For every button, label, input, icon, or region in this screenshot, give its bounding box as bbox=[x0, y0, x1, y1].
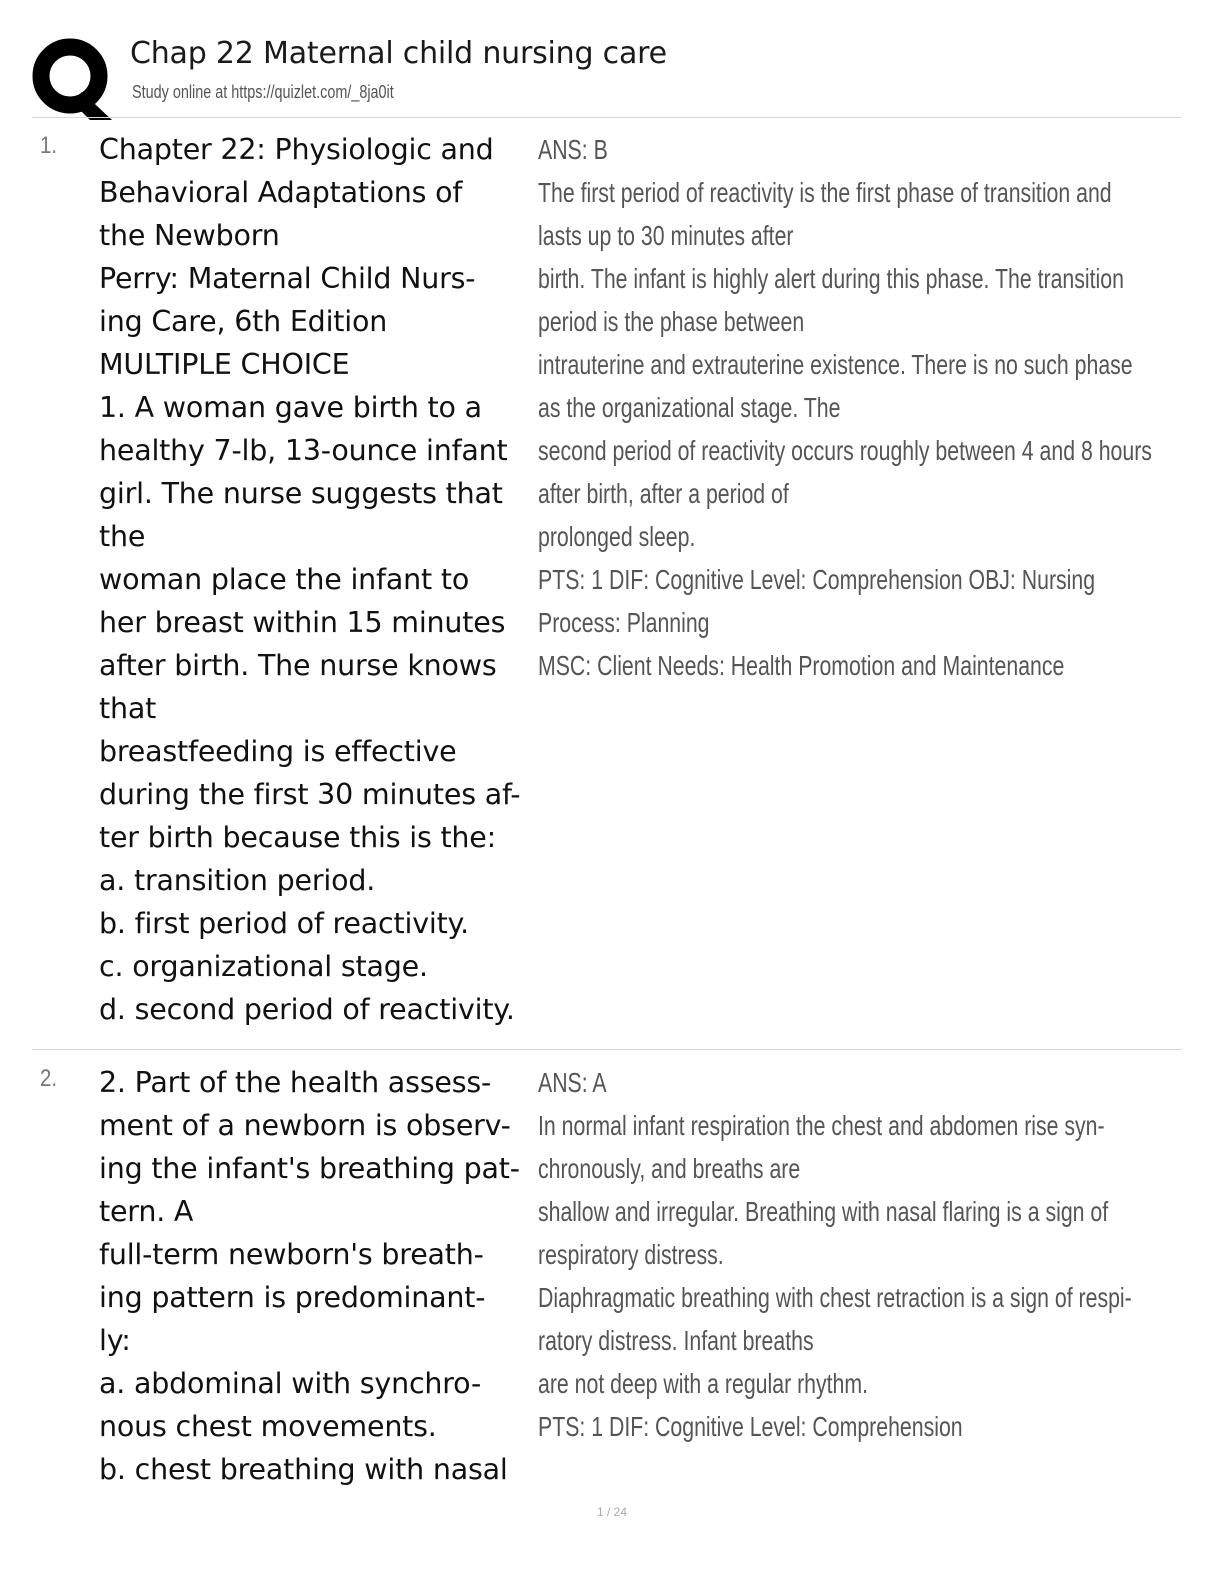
definition-line: lasts up to 30 minutes after bbox=[538, 220, 794, 251]
term-line: nous chest movements. bbox=[99, 1410, 437, 1443]
definition-line: second period of reactivity occurs roughly between 4 and 8 hours bbox=[538, 435, 1152, 466]
term-line: Perry: Maternal Child Nurs- bbox=[99, 262, 476, 295]
definition-line: ANS: A bbox=[538, 1067, 607, 1098]
page-header bbox=[32, 30, 1182, 118]
definition-line: after birth, after a period of bbox=[538, 478, 789, 509]
term-line: the bbox=[99, 520, 146, 553]
definition-line: prolonged sleep. bbox=[538, 521, 696, 552]
card-divider bbox=[32, 1049, 1182, 1050]
term-line: tern. A bbox=[99, 1195, 194, 1228]
definition-line: Process: Planning bbox=[538, 607, 710, 638]
definition-line: MSC: Client Needs: Health Promotion and Maintenance bbox=[538, 650, 1065, 681]
card-number: 1. bbox=[40, 132, 58, 159]
term-line: Chapter 22: Physiologic and bbox=[99, 133, 494, 166]
definition-line: period is the phase between bbox=[538, 306, 805, 337]
study-online-link[interactable]: Study online at https://quizlet.com/_8ja0it bbox=[132, 82, 394, 102]
term-line: ter birth because this is the: bbox=[99, 821, 497, 854]
term-line: the Newborn bbox=[99, 219, 280, 252]
term-line: ment of a newborn is observ- bbox=[99, 1109, 511, 1142]
term-line: a. transition period. bbox=[99, 864, 376, 897]
term-line: her breast within 15 minutes bbox=[99, 606, 506, 639]
definition-line: ratory distress. Infant breaths bbox=[538, 1325, 814, 1356]
definition-line: shallow and irregular. Breathing with nasal flaring is a sign of bbox=[538, 1196, 1109, 1227]
term-line: during the first 30 minutes af- bbox=[99, 778, 521, 811]
page-indicator: 1 / 24 bbox=[596, 1505, 628, 1519]
definition-line: as the organizational stage. The bbox=[538, 392, 841, 423]
definition-line: PTS: 1 DIF: Cognitive Level: Comprehension bbox=[538, 1411, 963, 1442]
card-definition bbox=[538, 128, 1188, 687]
definition-line: are not deep with a regular rhythm. bbox=[538, 1368, 869, 1399]
term-line: that bbox=[99, 692, 157, 725]
quizlet-logo-icon bbox=[32, 38, 114, 120]
term-line: ing Care, 6th Edition bbox=[99, 305, 388, 338]
term-line: a. abdominal with synchro- bbox=[99, 1367, 482, 1400]
definition-line: chronously, and breaths are bbox=[538, 1153, 801, 1184]
term-line: b. chest breathing with nasal bbox=[99, 1453, 508, 1486]
term-line: 1. A woman gave birth to a bbox=[99, 391, 482, 424]
definition-line: intrauterine and extrauterine existence. There is no such phase bbox=[538, 349, 1133, 380]
term-line: woman place the infant to bbox=[99, 563, 470, 596]
term-line: ing pattern is predominant- bbox=[99, 1281, 486, 1314]
definition-line: Diaphragmatic breathing with chest retraction is a sign of respi- bbox=[538, 1282, 1132, 1313]
header-divider bbox=[32, 117, 1182, 118]
definition-line: birth. The infant is highly alert during this phase. The transition bbox=[538, 263, 1124, 294]
definition-line: ANS: B bbox=[538, 134, 608, 165]
term-line: full-term newborn's breath- bbox=[99, 1238, 484, 1271]
card-definition bbox=[538, 1061, 1188, 1448]
term-line: healthy 7-lb, 13-ounce infant bbox=[99, 434, 508, 467]
term-line: ing the infant's breathing pat- bbox=[99, 1152, 520, 1185]
card-number: 2. bbox=[40, 1065, 58, 1092]
term-line: c. organizational stage. bbox=[99, 950, 428, 983]
card-term bbox=[99, 128, 539, 1031]
term-line: Behavioral Adaptations of bbox=[99, 176, 463, 209]
term-line: breastfeeding is effective bbox=[99, 735, 457, 768]
definition-line: In normal infant respiration the chest and abdomen rise syn- bbox=[538, 1110, 1105, 1141]
set-title: Chap 22 Maternal child nursing care bbox=[130, 36, 667, 71]
term-line: b. first period of reactivity. bbox=[99, 907, 470, 940]
card-term bbox=[99, 1061, 539, 1491]
term-line: d. second period of reactivity. bbox=[99, 993, 515, 1026]
term-line: ly: bbox=[99, 1324, 131, 1357]
definition-line: The first period of reactivity is the first phase of transition and bbox=[538, 177, 1112, 208]
term-line: girl. The nurse suggests that bbox=[99, 477, 503, 510]
term-line: after birth. The nurse knows bbox=[99, 649, 497, 682]
term-line: MULTIPLE CHOICE bbox=[99, 348, 350, 381]
definition-line: respiratory distress. bbox=[538, 1239, 724, 1270]
definition-line: PTS: 1 DIF: Cognitive Level: Comprehension OBJ: Nursing bbox=[538, 564, 1096, 595]
term-line: 2. Part of the health assess- bbox=[99, 1066, 492, 1099]
